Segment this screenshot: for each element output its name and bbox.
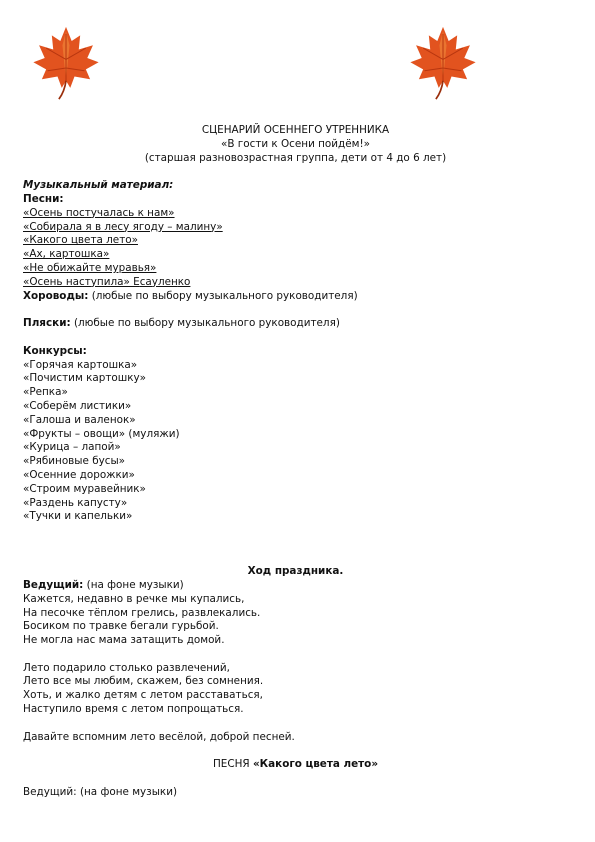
contest-item: «Галоша и валенок»: [23, 413, 136, 426]
contest-item: «Осенние дорожки»: [23, 468, 135, 481]
host-line-2: Ведущий: (на фоне музыки): [23, 785, 177, 798]
poem-line: Кажется, недавно в речке мы купались,: [23, 592, 245, 605]
poem-line: Лето подарило столько развлечений,: [23, 661, 230, 674]
song-heading: ПЕСНЯ «Какого цвета лето»: [212, 758, 379, 771]
poem-line: Хоть, и жалко детям с летом расставаться,: [23, 689, 263, 702]
song-item[interactable]: «Не обижайте муравья»: [23, 261, 157, 274]
song-item[interactable]: «Осень постучалась к нам»: [23, 206, 175, 219]
maple-leaf-icon-left: [30, 24, 102, 102]
contests-label: Конкурсы:: [23, 344, 87, 357]
plyaski-line: Пляски: (любые по выбору музыкального руководителя): [23, 317, 340, 330]
doc-group: (старшая разновозрастная группа, дети от 4 до 6 лет): [144, 151, 447, 164]
contest-item: «Строим муравейник»: [23, 482, 146, 495]
contest-item: «Горячая картошка»: [23, 358, 138, 371]
music-heading: Музыкальный материал:: [23, 179, 174, 192]
host-line: Ведущий: (на фоне музыки): [23, 578, 184, 591]
maple-leaf-icon-right: [407, 24, 479, 102]
document-page: [23, 124, 568, 800]
doc-subtitle: «В гости к Осени пойдём!»: [221, 137, 370, 150]
song-item[interactable]: «Какого цвета лето»: [23, 234, 138, 247]
poem-line: Не могла нас мама затащить домой.: [23, 634, 225, 647]
doc-title: СЦЕНАРИЙ ОСЕННЕГО УТРЕННИКА: [201, 124, 390, 136]
contest-item: «Репка»: [23, 386, 68, 399]
contest-item: «Тучки и капельки»: [23, 510, 133, 523]
poem-line: Наступило время с летом попрощаться.: [23, 703, 244, 716]
contest-item: «Раздень капусту»: [23, 496, 128, 509]
dances-line: Хороводы: (любые по выбору музыкального руководителя): [23, 289, 358, 302]
contest-item: «Соберём листики»: [23, 399, 132, 412]
poem-line: Босиком по травке бегали гурьбой.: [23, 620, 219, 633]
song-item[interactable]: «Осень наступила» Есауленко: [23, 275, 191, 288]
contest-item: «Почистим картошку»: [23, 372, 147, 385]
course-heading: Ход праздника.: [247, 565, 344, 578]
songs-label: Песни:: [23, 192, 64, 205]
song-item[interactable]: «Ах, картошка»: [23, 248, 110, 261]
song-item[interactable]: «Собирала я в лесу ягоду – малину»: [23, 220, 223, 233]
poem-line: На песочке тёплом грелись, развлекались.: [23, 606, 261, 619]
invite-line: Давайте вспомним лето весёлой, доброй песней.: [23, 730, 295, 743]
contest-item: «Курица – лапой»: [23, 441, 121, 454]
contest-item: «Рябиновые бусы»: [23, 455, 126, 468]
poem-line: Лето все мы любим, скажем, без сомнения.: [23, 675, 264, 688]
contest-item: «Фрукты – овощи» (муляжи): [23, 427, 180, 440]
